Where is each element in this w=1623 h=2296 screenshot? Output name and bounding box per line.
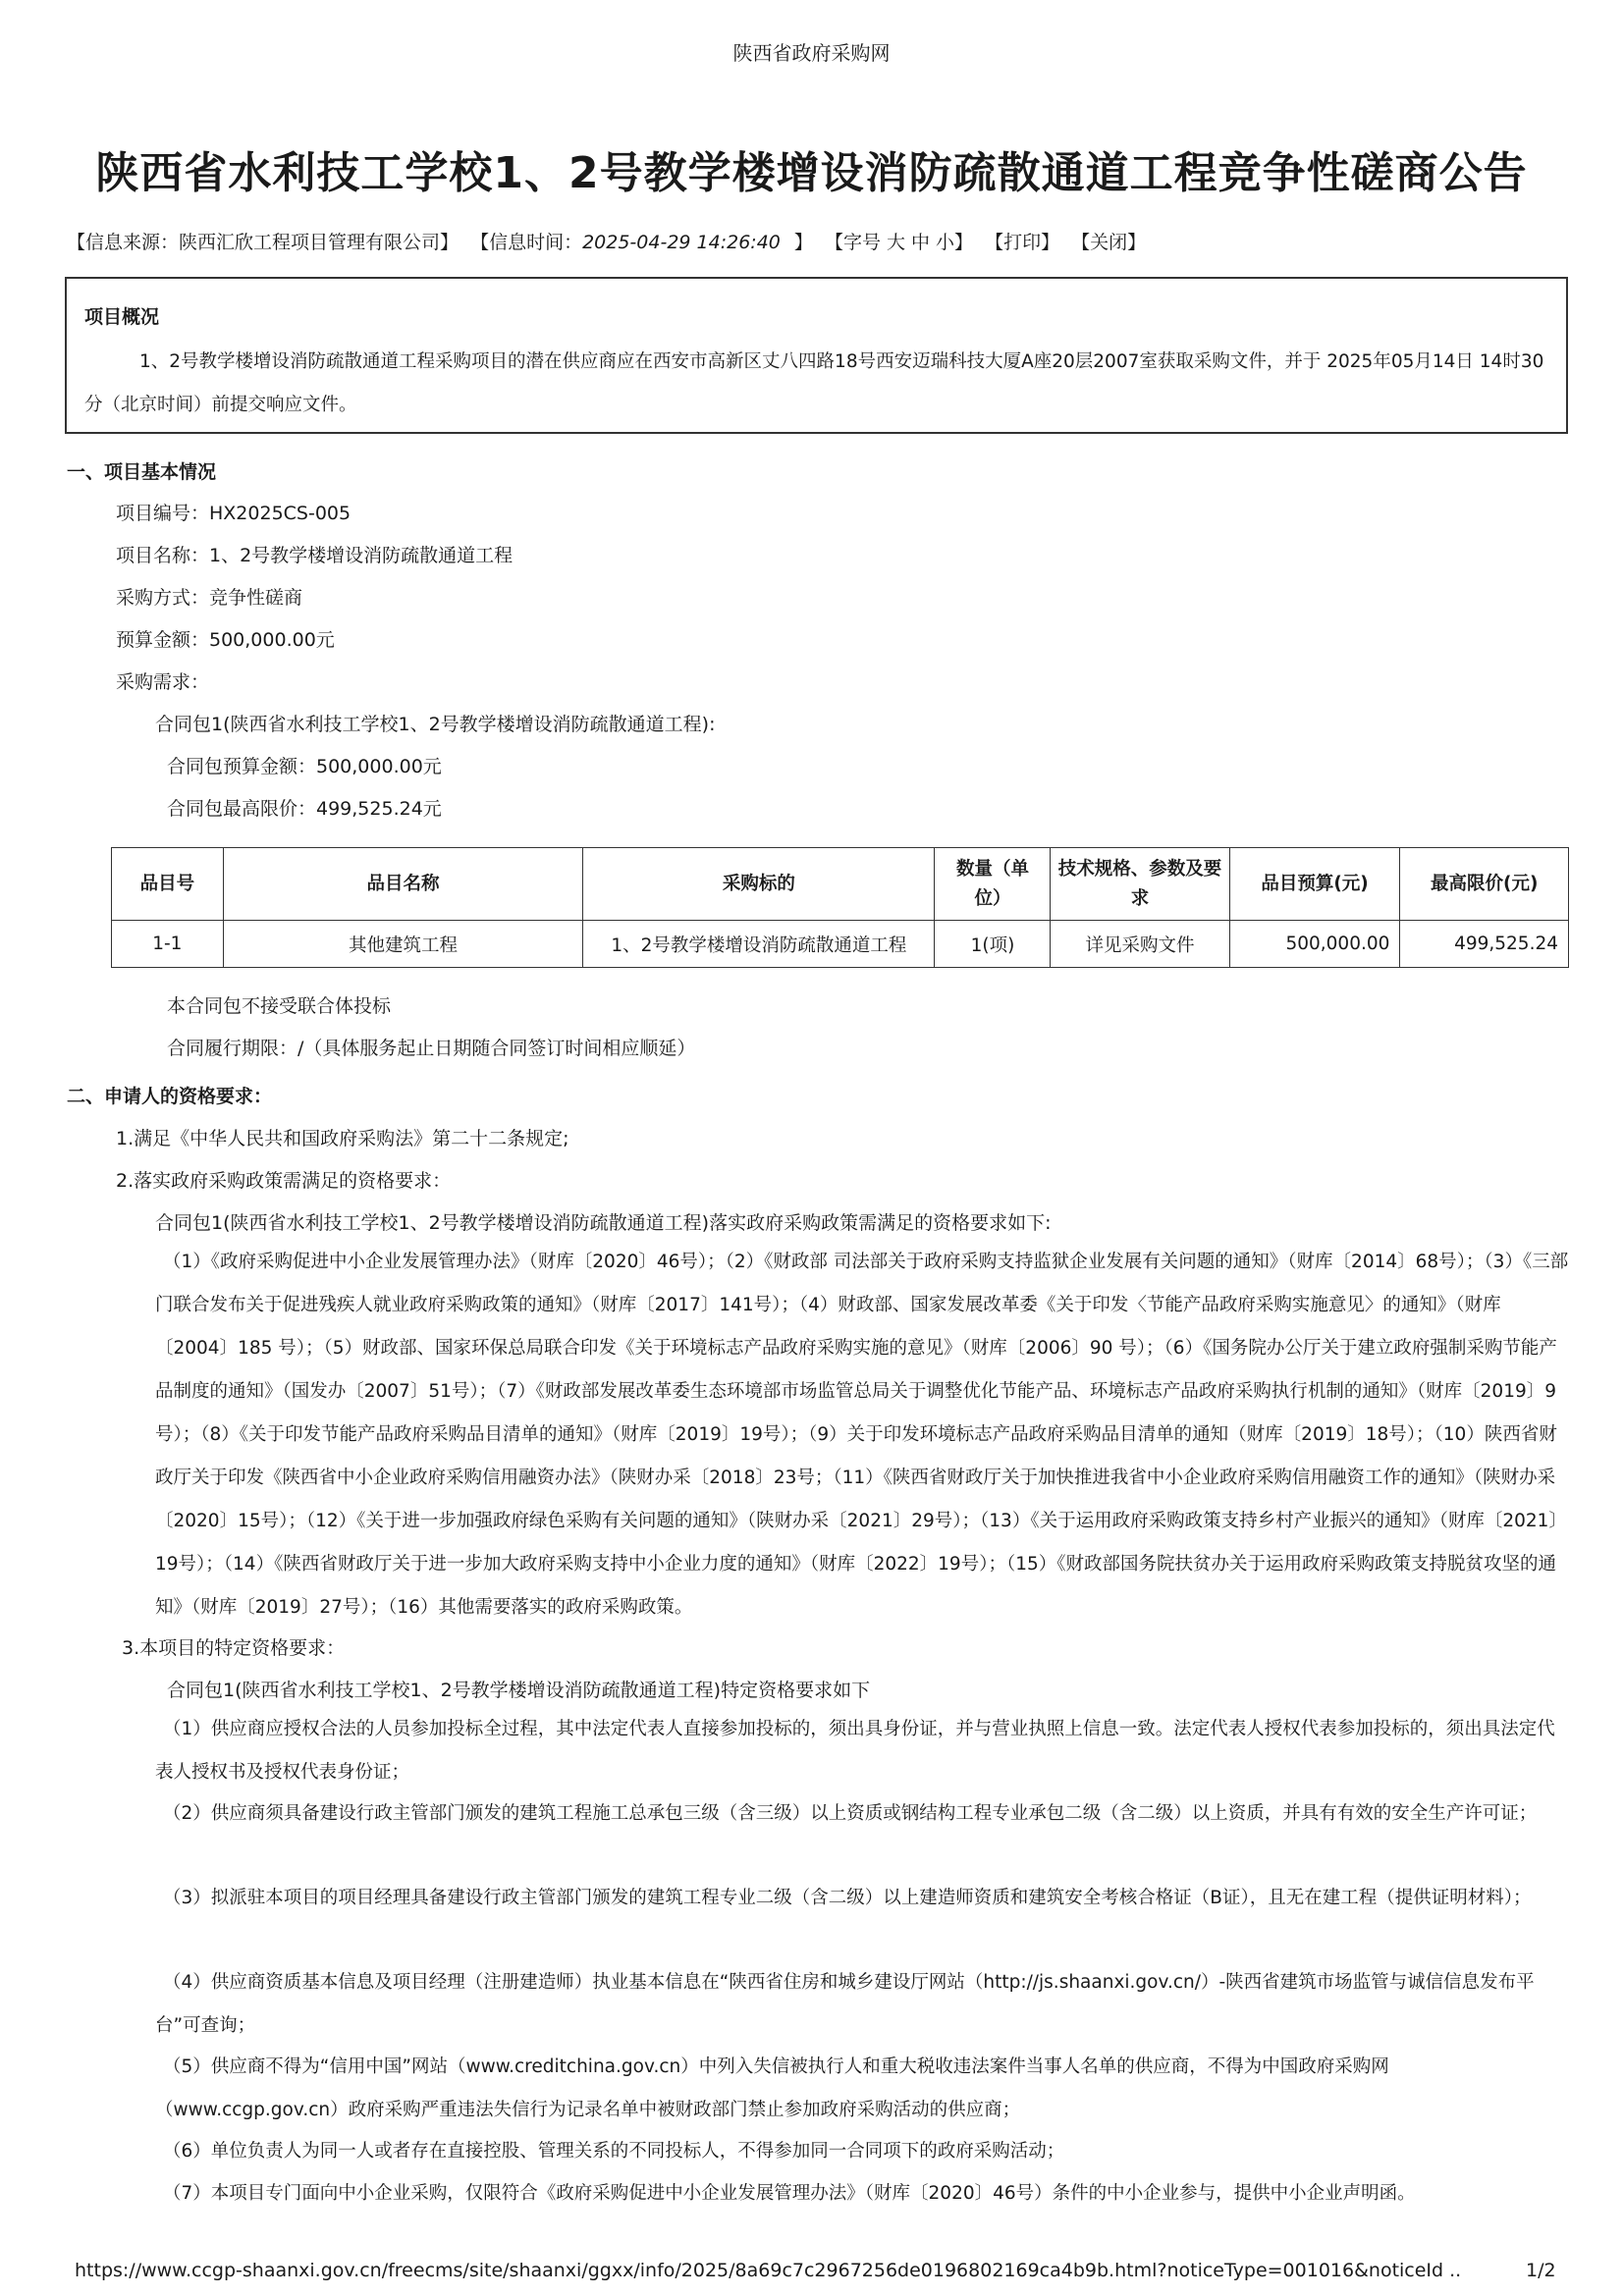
- no-union-note: 本合同包不接受联合体投标: [167, 995, 392, 1017]
- table-header-cell: 品目号: [112, 848, 224, 921]
- qualification-item-1: 1.满足《中华人民共和国政府采购法》第二十二条规定;: [116, 1128, 569, 1149]
- footer-page-number: 1/2: [1526, 2260, 1556, 2281]
- table-header-cell: 技术规格、参数及要求: [1051, 848, 1229, 921]
- requirement-6: （6）单位负责人为同一人或者存在直接控股、管理关系的不同投标人，不得参加同一合同项下的政府采购活动；: [163, 2141, 1065, 2162]
- requirement-1: （1）供应商应授权合法的人员参加投标全过程，其中法定代表人直接参加投标的，须出具身份证，并与营业执照上信息一致。法定代表人授权代表参加投标的，须出具法定代表人授权书及授权代表身份证；: [155, 1719, 1555, 1783]
- project-number: 项目编号：HX2025CS-005: [116, 503, 352, 524]
- site-header: 陕西省政府采购网: [732, 41, 891, 65]
- table-cell: 详见采购文件: [1051, 921, 1229, 968]
- items-table: [111, 847, 1569, 968]
- policy-package-title: 合同包1(陕西省水利技工学校1、2号教学楼增设消防疏散通道工程)落实政府采购政策需满足的资格要求如下:: [155, 1212, 1052, 1234]
- project-name: 项目名称：1、2号教学楼增设消防疏散通道工程: [116, 545, 514, 566]
- requirement-3: （3）拟派驻本项目的项目经理具备建设行政主管部门颁发的建筑工程专业二级（含二级）以上建造师资质和建筑安全考核合格证（B证），且无在建工程（提供证明材料）；: [163, 1888, 1532, 1908]
- contract-period: 合同履行期限：/（具体服务起止日期随合同签订时间相应顺延）: [167, 1038, 696, 1059]
- font-size-control[interactable]: 【字号 大 中 小】: [824, 232, 974, 253]
- package-title: 合同包1(陕西省水利技工学校1、2号教学楼增设消防疏散通道工程):: [155, 714, 716, 735]
- table-header-cell: 采购标的: [583, 848, 935, 921]
- footer-url: https://www.ccgp-shaanxi.gov.cn/freecms/site/shaanxi/ggxx/info/2025/8a69c7c2967256de0196802169ca4b9b.html?noticeType=001016&noticeId ..: [75, 2260, 1462, 2281]
- policy-list: （1）《政府采购促进中小企业发展管理办法》（财库〔2020〕46号）；（2）《财政部 司法部关于政府采购支持监狱企业发展有关问题的通知》（财库〔2014〕68号）；（3）《三部门联合发布关于促进残疾人就业政府采购政策的通知》（财库〔2017〕141号）；（4）财政部、国家发展改革委《关于印发〈节能产品政府采购实施意见〉的通知》（财库〔2004〕185 号）；（5）财政部、国家环保总局联合印发《关于环境标志产品政府采购实施的意见》（财库〔2006〕90 号）；（6）《国务院办公厅关于建立政府强制采购节能产品制度的通知》（国发办〔2007〕51号）；（7）《财政部发展改革委生态环境部市场监管总局关于调整优化节能产品、环境标志产品政府采购执行机制的通知》（财库〔2019〕9号）；（8）《关于印发节能产品政府采购品目清单的通知》（财库〔2019〕19号）；（9）关于印发环境标志产品政府采购品目清单的通知（财库〔2019〕18号）；（10）陕西省财政厅关于印发《陕西省中小企业政府采购信用融资办法》（陕财办采〔2018〕23号；（11）《陕西省财政厅关于加快推进我省中小企业政府采购信用融资工作的通知》（陕财办采〔2020〕15号）；（12）《关于进一步加强政府绿色采购有关问题的通知》（陕财办采〔2021〕29号）；（13）《关于运用政府采购政策支持乡村产业振兴的通知》（财库〔2021〕19号）；（14）《陕西省财政厅关于进一步加大政府采购支持中小企业力度的通知》（财库〔2022〕19号）；（15）《财政部国务院扶贫办关于运用政府采购政策支持脱贫攻坚的通知》（财库〔2019〕27号）；（16）其他需要落实的政府采购政策。: [155, 1252, 1569, 1618]
- overview-text: 1、2号教学楼增设消防疏散通道工程采购项目的潜在供应商应在西安市高新区丈八四路18号西安迈瑞科技大厦A座20层2007室获取采购文件，并于 2025年05月14日 14时30分（北京时间）前提交响应文件。: [84, 351, 1544, 415]
- table-cell: 499,525.24: [1400, 921, 1569, 968]
- table-cell: 500,000.00: [1229, 921, 1400, 968]
- table-row: [112, 921, 1569, 968]
- info-source: 【信息来源：陕西汇欣工程项目管理有限公司】: [67, 232, 460, 253]
- package-max-price: 合同包最高限价：499,525.24元: [167, 798, 442, 820]
- overview-box: [65, 277, 1568, 434]
- demand-label: 采购需求：: [116, 671, 210, 693]
- table-header-row: [112, 848, 1569, 921]
- table-cell: 1、2号教学楼增设消防疏散通道工程: [583, 921, 935, 968]
- info-time-value: 2025-04-29 14:26:40: [582, 232, 781, 253]
- section1-heading: 一、项目基本情况: [67, 461, 217, 483]
- table-header-cell: 数量（单位）: [935, 848, 1051, 921]
- budget-amount: 预算金额：500,000.00元: [116, 629, 335, 651]
- requirement-5: （5）供应商不得为“信用中国”网站（www.creditchina.gov.cn）中列入失信被执行人和重大税收违法案件当事人名单的供应商，不得为中国政府采购网（www.ccgp.gov.cn）政府采购严重违法失信行为记录名单中被财政部门禁止参加政府采购活动的供应商；: [155, 2056, 1389, 2120]
- table-header-cell: 最高限价(元): [1400, 848, 1569, 921]
- requirement-4: （4）供应商资质基本信息及项目经理（注册建造师）执业基本信息在“陕西省住房和城乡建设厅网站（http://js.shaanxi.gov.cn/）-陕西省建筑市场监管与诚信信息发布平台”可查询；: [155, 1972, 1535, 2036]
- qualification-item-3: 3.本项目的特定资格要求：: [122, 1637, 346, 1659]
- table-header-cell: 品目名称: [223, 848, 583, 921]
- info-time-close: 】: [793, 232, 813, 253]
- qualification-item-2: 2.落实政府采购政策需满足的资格要求：: [116, 1170, 452, 1192]
- requirement-2: （2）供应商须具备建设行政主管部门颁发的建筑工程施工总承包三级（含三级）以上资质或钢结构工程专业承包二级（含二级）以上资质，并具有有效的安全生产许可证；: [163, 1803, 1538, 1824]
- table-cell: 1-1: [112, 921, 224, 968]
- page-title: 陕西省水利技工学校1、2号教学楼增设消防疏散通道工程竞争性磋商公告: [95, 148, 1528, 198]
- procurement-method: 采购方式：竞争性磋商: [116, 587, 303, 609]
- overview-title: 项目概况: [84, 306, 160, 328]
- table-cell: 1(项): [935, 921, 1051, 968]
- package-budget: 合同包预算金额：500,000.00元: [167, 756, 442, 777]
- table-header-cell: 品目预算(元): [1229, 848, 1400, 921]
- meta-bar: [67, 228, 1540, 254]
- special-package-title: 合同包1(陕西省水利技工学校1、2号教学楼增设消防疏散通道工程)特定资格要求如下: [167, 1680, 871, 1701]
- requirement-7: （7）本项目专门面向中小企业采购，仅限符合《政府采购促进中小企业发展管理办法》（财库〔2020〕46号）条件的中小企业参与，提供中小企业声明函。: [163, 2183, 1416, 2204]
- table-cell: 其他建筑工程: [223, 921, 583, 968]
- info-time-label: 【信息时间：: [470, 232, 583, 253]
- close-link[interactable]: 【关闭】: [1071, 232, 1147, 253]
- print-link[interactable]: 【打印】: [985, 232, 1060, 253]
- section2-heading: 二、申请人的资格要求：: [67, 1086, 273, 1107]
